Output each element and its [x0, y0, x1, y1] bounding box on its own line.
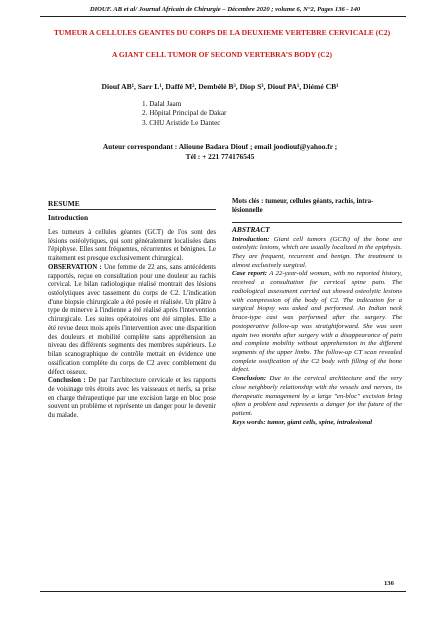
abstract-heading: ABSTRACT: [232, 222, 402, 235]
keywords-label: Keys words:: [232, 418, 266, 426]
observation-label: OBSERVATION :: [48, 263, 102, 271]
title-english: A GIANT CELL TUMOR OF SECOND VERTEBRA’S BODY (C2): [111, 50, 333, 59]
title-french: TUMEUR A CELLULES GEANTES DU CORPS DE LA DEUXIEME VERTEBRE CERVICALE (C2): [53, 28, 391, 37]
header-rule: [40, 16, 406, 17]
footer-rule: [40, 591, 406, 592]
conclusion-label: Conclusion :: [48, 377, 86, 385]
english-abstract-column: [232, 198, 402, 427]
page-number: 136: [384, 580, 394, 587]
author-list: Diouf AB¹, Sarr L¹, Daffé M², Dembélé B³, Diop S³, Diouf PA¹, Diémé CB¹: [101, 82, 339, 91]
affiliation-item: 2. Hôpital Principal de Dakar: [142, 109, 227, 118]
conclusion-paragraph: De par l'architecture cervicale et les rapports de voisinage très étroits avec les vaisseaux et nerfs, sa prise en charge thérapeutique par une excision large en bloc pose souvent un problème et représente un danger pour le devenir du malade.: [48, 377, 217, 420]
correspondence-block: [50, 142, 390, 162]
running-head: DIOUF. AB et al/ Journal Africain de Chirurgie – Décembre 2020 ; volume 6, N°2, Pages 136 - 140: [89, 6, 361, 13]
abstract-introduction-text: Giant cell tumors (GCTs) of the bone are osteolytic lesions, which are usually localized in the epiphysis. They are frequent, recurrent and benign. The treatment is almost exclusively surgical.: [232, 235, 402, 269]
french-summary-text: [48, 229, 216, 421]
case-report-text: A 22-year-old woman, with no reported history, received a consultation for cervical spine pain. The radiological assessment carried out showed osteolytic lesions with compression of the body of C2. The indication for a surgical biopsy was asked and performed. An Indian neck brace-type cast was performed after the surgery. The postoperative follow-up was straightforward. She was seen again two months after surgery with a disappearance of pain and complete mobility without apprehension in the different segments of the upper limbs. The follow-up CT scan revealed complete ossification of the C2 body with filling of the bone defect.: [232, 270, 402, 374]
keywords-text: tumor, giant cells, spine, intralesional: [265, 418, 373, 426]
resume-heading: RESUME: [48, 198, 216, 210]
affiliation-list: [142, 100, 226, 128]
abstract-text: [232, 236, 402, 428]
abstract-introduction-label: Introduction:: [232, 235, 270, 243]
observation-paragraph: Une femme de 22 ans, sans antécédents rapportés, reçue en consultation pour une douleur au rachis cervical. Le bilan radiologique réalisé montrait des lésions ostéolytiques avec tassement du corps de C2. L'indication d'une biopsie chirurgicale a été posée et réalisée. Un plâtre à type de minerve à l'indienne a été réalisé après l'intervention chirurgicale. Les suites opératoires ont été simples. Elle a été revue deux mois après l'intervention avec une disparition des douleurs et mobilité complète sans appréhension au niveau des différents segments des membres supérieurs. Le bilan scanographique de contrôle mettait en évidence une ossification complète du corps de C2 avec comblement du défect osseux.: [48, 263, 216, 376]
correspondence-phone-line: Tél : + 221 774176545: [185, 152, 255, 161]
correspondence-email-line: Auteur correspondant : Alioune Badara Diouf ; email joodiouf@yahoo.fr ;: [102, 142, 338, 151]
french-keywords: Mots clés : tumeur, cellules géants, rachis, intra-lésionnelle: [232, 198, 374, 214]
affiliation-item: 1. Dalal Jaam: [142, 100, 182, 108]
intro-paragraph: Les tumeurs à cellules géantes (GCT) de l'os sont des lésions ostéolytiques, qui sont généralement localisées dans l'épiphyse. Elles sont fréquentes, récurrentes et bénignes. Le traitement est presque exclusivement chirurgical.: [48, 229, 216, 263]
abstract-conclusion-text: Due to the cervical architecture and the very close neighborly relationship with the vessels and nerves, its therapeutic management by a large "en-bloc" excision bring often a problem and represents a danger for the future of the patient.: [232, 375, 402, 417]
affiliation-item: 3. CHU Aristide Le Dantec: [142, 118, 221, 127]
french-summary-column: [48, 198, 216, 421]
introduction-heading: Introduction: [48, 213, 89, 222]
case-report-label: Case report:: [232, 270, 268, 278]
abstract-conclusion-label: Conclusion:: [232, 375, 267, 383]
